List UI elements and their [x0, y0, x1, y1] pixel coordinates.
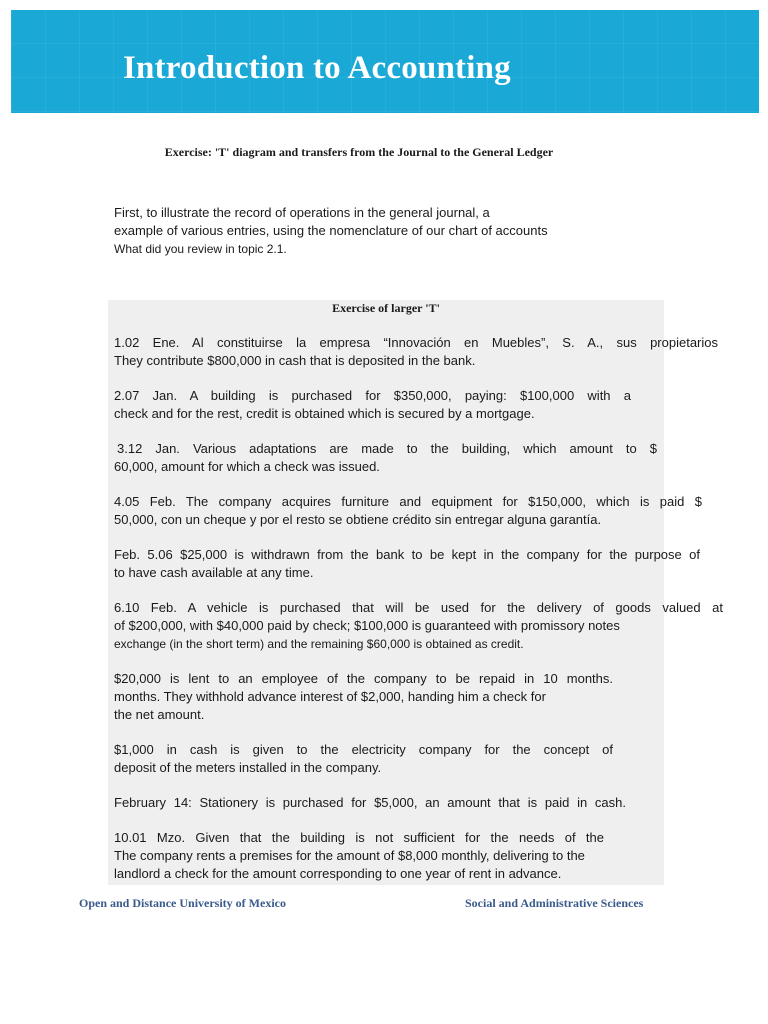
- entry-line: landlord a check for the amount corresponding to one year of rent in advance.: [114, 866, 562, 881]
- entry-line: to have cash available at any time.: [114, 565, 314, 580]
- entry-7: [114, 670, 613, 724]
- entry-8: [114, 741, 613, 777]
- intro-line: What did you review in topic 2.1.: [114, 242, 287, 256]
- footer-division: Social and Administrative Sciences: [465, 896, 644, 910]
- entry-2: [114, 387, 631, 423]
- entry-9: [114, 794, 626, 812]
- entry-10: [114, 829, 604, 883]
- entry-line: 2.07 Jan. A building is purchased for $350,000, paying: $100,000 with a: [114, 388, 631, 403]
- footer-university: Open and Distance University of Mexico: [79, 896, 286, 910]
- entry-line: months. They withhold advance interest of $2,000, handing him a check for: [114, 689, 546, 704]
- entry-line: The company rents a premises for the amount of $8,000 monthly, delivering to the: [114, 848, 585, 863]
- entry-line: 10.01 Mzo. Given that the building is not sufficient for the needs of the: [114, 830, 604, 845]
- entry-line: $20,000 is lent to an employee of the company to be repaid in 10 months.: [114, 671, 613, 686]
- intro-paragraph: [114, 204, 584, 258]
- intro-line: First, to illustrate the record of operations in the general journal, a: [114, 205, 490, 220]
- entry-line: 50,000, con un cheque y por el resto se obtiene crédito sin entregar alguna garantía.: [114, 512, 602, 527]
- entry-line: February 14: Stationery is purchased for $5,000, an amount that is paid in cash.: [114, 795, 626, 810]
- header-banner: [11, 10, 759, 113]
- entry-line: 60,000, amount for which a check was issued.: [114, 459, 380, 474]
- intro-line: example of various entries, using the nomenclature of our chart of accounts: [114, 223, 548, 238]
- entry-line: 1.02 Ene. Al constituirse la empresa “Innovación en Muebles”, S. A., sus propietarios: [114, 335, 718, 350]
- entry-line: 4.05 Feb. The company acquires furniture and equipment for $150,000, which is paid $: [114, 494, 702, 509]
- entry-line: 3.12 Jan. Various adaptations are made to the building, which amount to $: [117, 441, 657, 456]
- entry-line: deposit of the meters installed in the company.: [114, 760, 382, 775]
- entry-line: the net amount.: [114, 707, 205, 722]
- entry-line: exchange (in the short term) and the remaining $60,000 is obtained as credit.: [114, 637, 524, 651]
- entry-line: 6.10 Feb. A vehicle is purchased that will be used for the delivery of goods valued at: [114, 600, 723, 615]
- entry-1: [114, 334, 718, 370]
- entry-line: $1,000 in cash is given to the electricity company for the concept of: [114, 742, 613, 757]
- exercise-subtitle: Exercise: 'T' diagram and transfers from the Journal to the General Ledger: [164, 145, 554, 159]
- page-title: Introduction to Accounting: [123, 50, 511, 86]
- entry-6: [114, 599, 723, 653]
- entry-line: Feb. 5.06 $25,000 is withdrawn from the bank to be kept in the company for the purpose of: [114, 547, 700, 562]
- entry-line: They contribute $800,000 in cash that is deposited in the bank.: [114, 353, 476, 368]
- entry-line: of $200,000, with $40,000 paid by check; $100,000 is guaranteed with promissory notes: [114, 618, 620, 633]
- exercise-title: Exercise of larger 'T': [332, 301, 440, 315]
- entry-4: [114, 493, 702, 529]
- entry-5: [114, 546, 700, 582]
- entry-line: check and for the rest, credit is obtained which is secured by a mortgage.: [114, 406, 535, 421]
- entry-3: [114, 440, 657, 476]
